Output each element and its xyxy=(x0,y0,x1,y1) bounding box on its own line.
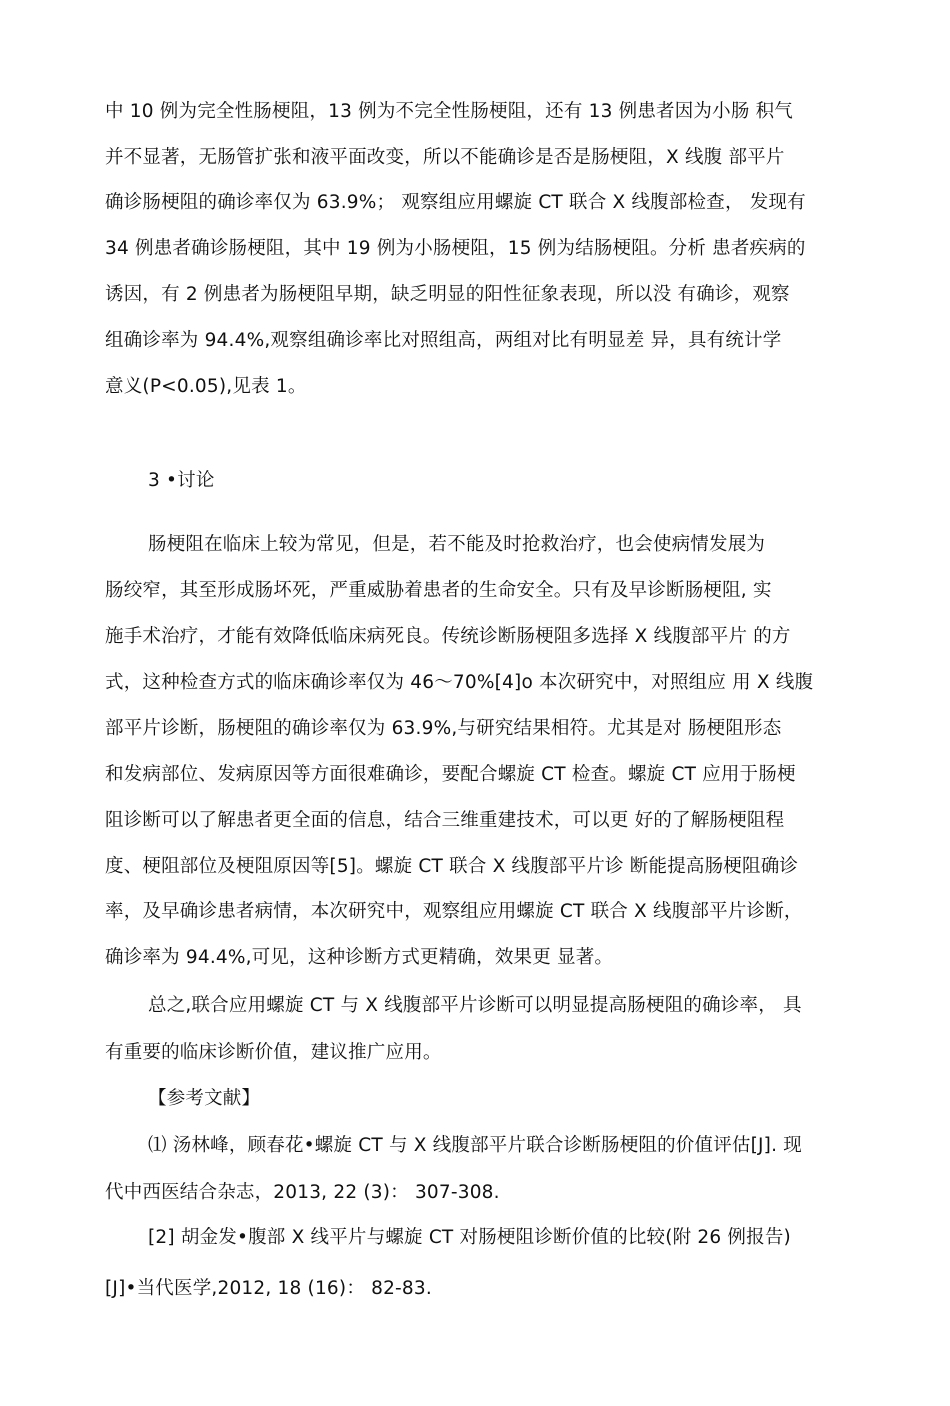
reference-line: [2] 胡金发•腹部 X 线平片与螺旋 CT 对肠梗阻诊断价值的比较(附 26 例报告) xyxy=(148,1227,791,1248)
text-line: 组确诊率为 94.4%,观察组确诊率比对照组高，两组对比有明显差 异，具有统计学 xyxy=(105,330,782,351)
text-line: 中 10 例为完全性肠梗阻，13 例为不完全性肠梗阻，还有 13 例患者因为小肠 积气 xyxy=(105,101,794,122)
text-line: 率，及早确诊患者病情，本次研究中，观察组应用螺旋 CT 联合 X 线腹部平片诊断， xyxy=(105,901,803,922)
text-line: 部平片诊断，肠梗阻的确诊率仅为 63.9%,与研究结果相符。尤其是对 肠梗阻形态 xyxy=(105,718,782,739)
text-line: 诱因，有 2 例患者为肠梗阻早期，缺乏明显的阳性征象表现，所以没 有确诊，观察 xyxy=(105,284,790,305)
text-line: 有重要的临床诊断价值，建议推广应用。 xyxy=(105,1042,442,1063)
text-line: 和发病部位、发病原因等方面很难确诊，要配合螺旋 CT 检查。螺旋 CT 应用于肠梗 xyxy=(105,764,796,785)
text-line: 度、梗阻部位及梗阻原因等[5]。螺旋 CT 联合 X 线腹部平片诊 断能提高肠梗阻确诊 xyxy=(105,856,799,877)
text-line: 确诊率为 94.4%,可见，这种诊断方式更精确，效果更 显著。 xyxy=(105,947,614,968)
reference-line: 代中西医结合杂志，2013, 22 (3)： 307-308. xyxy=(105,1182,500,1203)
text-line: 施手术治疗，才能有效降低临床病死良。传统诊断肠梗阻多选择 X 线腹部平片 的方 xyxy=(105,626,791,647)
text-line: 并不显著，无肠管扩张和液平面改变，所以不能确诊是否是肠梗阻，X 线腹 部平片 xyxy=(105,147,785,168)
text-line: 式，这种检查方式的临床确诊率仅为 46〜70%[4]o 本次研究中，对照组应 用 X 线腹 xyxy=(105,672,814,693)
text-line: 意义(P<0.05),见表 1。 xyxy=(105,376,307,397)
text-line: 总之,联合应用螺旋 CT 与 X 线腹部平片诊断可以明显提高肠梗阻的确诊率， 具 xyxy=(148,995,802,1016)
text-line: 阻诊断可以了解患者更全面的信息，结合三维重建技术，可以更 好的了解肠梗阻程 xyxy=(105,810,785,831)
references-heading: 【参考文献】 xyxy=(148,1088,261,1109)
text-line: 34 例患者确诊肠梗阻，其中 19 例为小肠梗阻，15 例为结肠梗阻。分析 患者疾病的 xyxy=(105,238,806,259)
text-line: 肠梗阻在临床上较为常见，但是，若不能及时抢救治疗，也会使病情发展为 xyxy=(148,534,766,555)
section-heading: 3 •讨论 xyxy=(148,470,215,491)
text-line: 肠绞窄，其至形成肠坏死，严重威胁着患者的生命安全。只有及早诊断肠梗阻, 实 xyxy=(105,580,772,601)
reference-line: ⑴ 汤林峰，顾春花•螺旋 CT 与 X 线腹部平片联合诊断肠梗阻的价值评估[J]. 现 xyxy=(148,1135,802,1156)
text-line: 确诊肠梗阻的确诊率仅为 63.9%； 观察组应用螺旋 CT 联合 X 线腹部检查， 发现有 xyxy=(105,192,806,213)
reference-line: [J]•当代医学,2012, 18 (16)： 82-83. xyxy=(105,1278,432,1299)
